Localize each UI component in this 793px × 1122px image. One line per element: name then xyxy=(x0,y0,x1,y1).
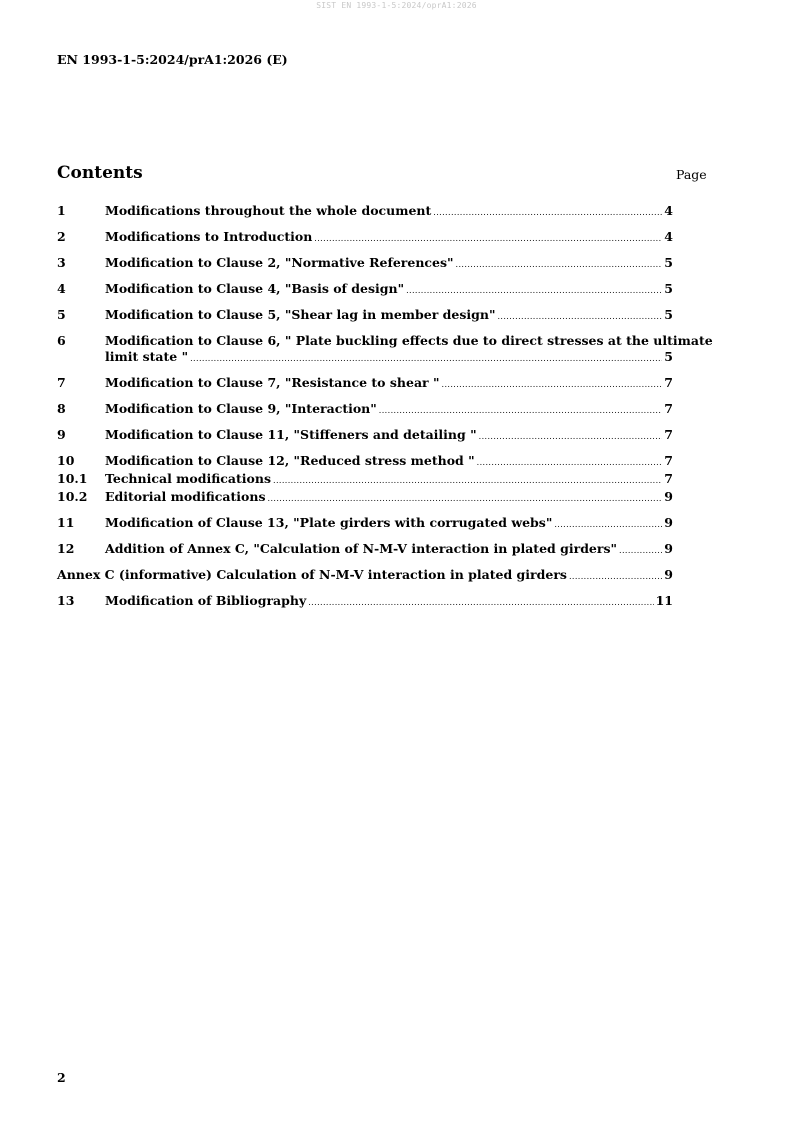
toc-page[interactable]: 5 xyxy=(664,255,673,270)
toc-number: 5 xyxy=(57,307,66,322)
dot-leader xyxy=(554,517,662,533)
toc-page[interactable]: 7 xyxy=(664,453,673,468)
toc-title[interactable]: Modification to Clause 2, "Normative References" xyxy=(105,255,454,270)
dot-leader xyxy=(479,429,663,445)
toc-number: 7 xyxy=(57,375,66,390)
toc-title[interactable]: Modifications to Introduction xyxy=(105,229,313,244)
toc-page[interactable]: 5 xyxy=(664,281,673,296)
toc-title[interactable]: Modification to Clause 5, "Shear lag in member design" xyxy=(105,307,496,322)
page-column-label: Page xyxy=(676,167,707,182)
toc-page[interactable]: 9 xyxy=(664,489,673,504)
page-number: 2 xyxy=(57,1070,66,1085)
toc-title[interactable]: Modifications throughout the whole document xyxy=(105,203,432,218)
toc-number: 6 xyxy=(57,333,66,348)
dot-leader xyxy=(433,205,662,221)
toc-number: 3 xyxy=(57,255,66,270)
toc-entry-2[interactable] xyxy=(57,229,673,247)
dot-leader xyxy=(379,403,663,419)
toc-entry-5[interactable] xyxy=(57,307,673,325)
dot-leader xyxy=(314,231,662,247)
toc-number: 10.2 xyxy=(57,489,88,504)
toc-page[interactable]: 7 xyxy=(664,471,673,486)
toc-title[interactable]: Modification of Clause 13, "Plate girders with corrugated webs" xyxy=(105,515,553,530)
toc-page[interactable]: 7 xyxy=(664,401,673,416)
toc-number: 10 xyxy=(57,453,75,468)
dot-leader xyxy=(268,491,663,507)
toc-page[interactable]: 9 xyxy=(664,541,673,556)
toc-entry-7[interactable] xyxy=(57,375,673,393)
watermark: SIST EN 1993-1-5:2024/oprA1:2026 xyxy=(316,1,477,10)
toc-number: 8 xyxy=(57,401,66,416)
toc-entry-10[interactable] xyxy=(57,453,673,471)
toc-entry-6[interactable] xyxy=(57,333,713,367)
toc-page[interactable]: 11 xyxy=(655,593,673,608)
toc-entry-13[interactable] xyxy=(57,593,673,611)
document-id: EN 1993-1-5:2024/prA1:2026 (E) xyxy=(57,52,288,67)
toc-number: 13 xyxy=(57,593,75,608)
toc-entry-3[interactable] xyxy=(57,255,673,273)
toc-title[interactable]: Addition of Annex C, "Calculation of N-M-V interaction in plated girders" xyxy=(105,541,618,556)
toc-number: 2 xyxy=(57,229,66,244)
toc-page[interactable]: 4 xyxy=(664,203,673,218)
toc-page[interactable]: 5 xyxy=(664,307,673,322)
toc-entry-annex-c[interactable] xyxy=(57,567,673,585)
toc-title[interactable]: Technical modifications xyxy=(105,471,272,486)
dot-leader xyxy=(308,595,653,611)
toc-entry-8[interactable] xyxy=(57,401,673,419)
toc-number: 9 xyxy=(57,427,66,442)
dot-leader xyxy=(619,543,662,559)
toc-number: 4 xyxy=(57,281,66,296)
dot-leader xyxy=(406,283,662,299)
dot-leader xyxy=(456,257,663,273)
toc-page[interactable]: 5 xyxy=(664,349,673,364)
toc-number: 11 xyxy=(57,515,75,530)
toc-page[interactable]: 4 xyxy=(664,229,673,244)
toc-entry-4[interactable] xyxy=(57,281,673,299)
toc-page[interactable]: 7 xyxy=(664,427,673,442)
toc-title[interactable]: Modification to Clause 4, "Basis of design" xyxy=(105,281,405,296)
dot-leader xyxy=(273,473,662,489)
toc-entry-10-2[interactable] xyxy=(57,489,673,507)
toc-title-line-2[interactable]: limit state " xyxy=(105,349,189,364)
contents-title: Contents xyxy=(57,163,143,183)
toc-page[interactable]: 9 xyxy=(664,567,673,582)
toc-page[interactable]: 9 xyxy=(664,515,673,530)
toc-number: 1 xyxy=(57,203,66,218)
toc-entry-9[interactable] xyxy=(57,427,673,445)
toc-entry-11[interactable] xyxy=(57,515,673,533)
dot-leader xyxy=(190,351,662,367)
dot-leader xyxy=(477,455,663,471)
toc-page[interactable]: 7 xyxy=(664,375,673,390)
toc-number: 12 xyxy=(57,541,75,556)
toc-entry-10-1[interactable] xyxy=(57,471,673,489)
toc-title[interactable]: Modification of Bibliography xyxy=(105,593,307,608)
toc-title[interactable]: Modification to Clause 11, "Stiffeners and detailing " xyxy=(105,427,477,442)
dot-leader xyxy=(497,309,662,325)
toc-title[interactable]: Modification to Clause 12, "Reduced stress method " xyxy=(105,453,475,468)
toc-title-line-1[interactable]: Modification to Clause 6, " Plate buckling effects due to direct stresses at the ultimate xyxy=(105,333,713,348)
dot-leader xyxy=(569,569,662,585)
toc-entry-1[interactable] xyxy=(57,203,673,221)
toc-title[interactable]: Annex C (informative) Calculation of N-M-V interaction in plated girders xyxy=(57,567,567,582)
toc-title[interactable]: Modification to Clause 7, "Resistance to shear " xyxy=(105,375,440,390)
toc-entry-12[interactable] xyxy=(57,541,673,559)
toc-title[interactable]: Modification to Clause 9, "Interaction" xyxy=(105,401,377,416)
dot-leader xyxy=(442,377,663,393)
toc-title[interactable]: Editorial modifications xyxy=(105,489,266,504)
toc-number: 10.1 xyxy=(57,471,88,486)
table-of-contents xyxy=(57,203,713,619)
